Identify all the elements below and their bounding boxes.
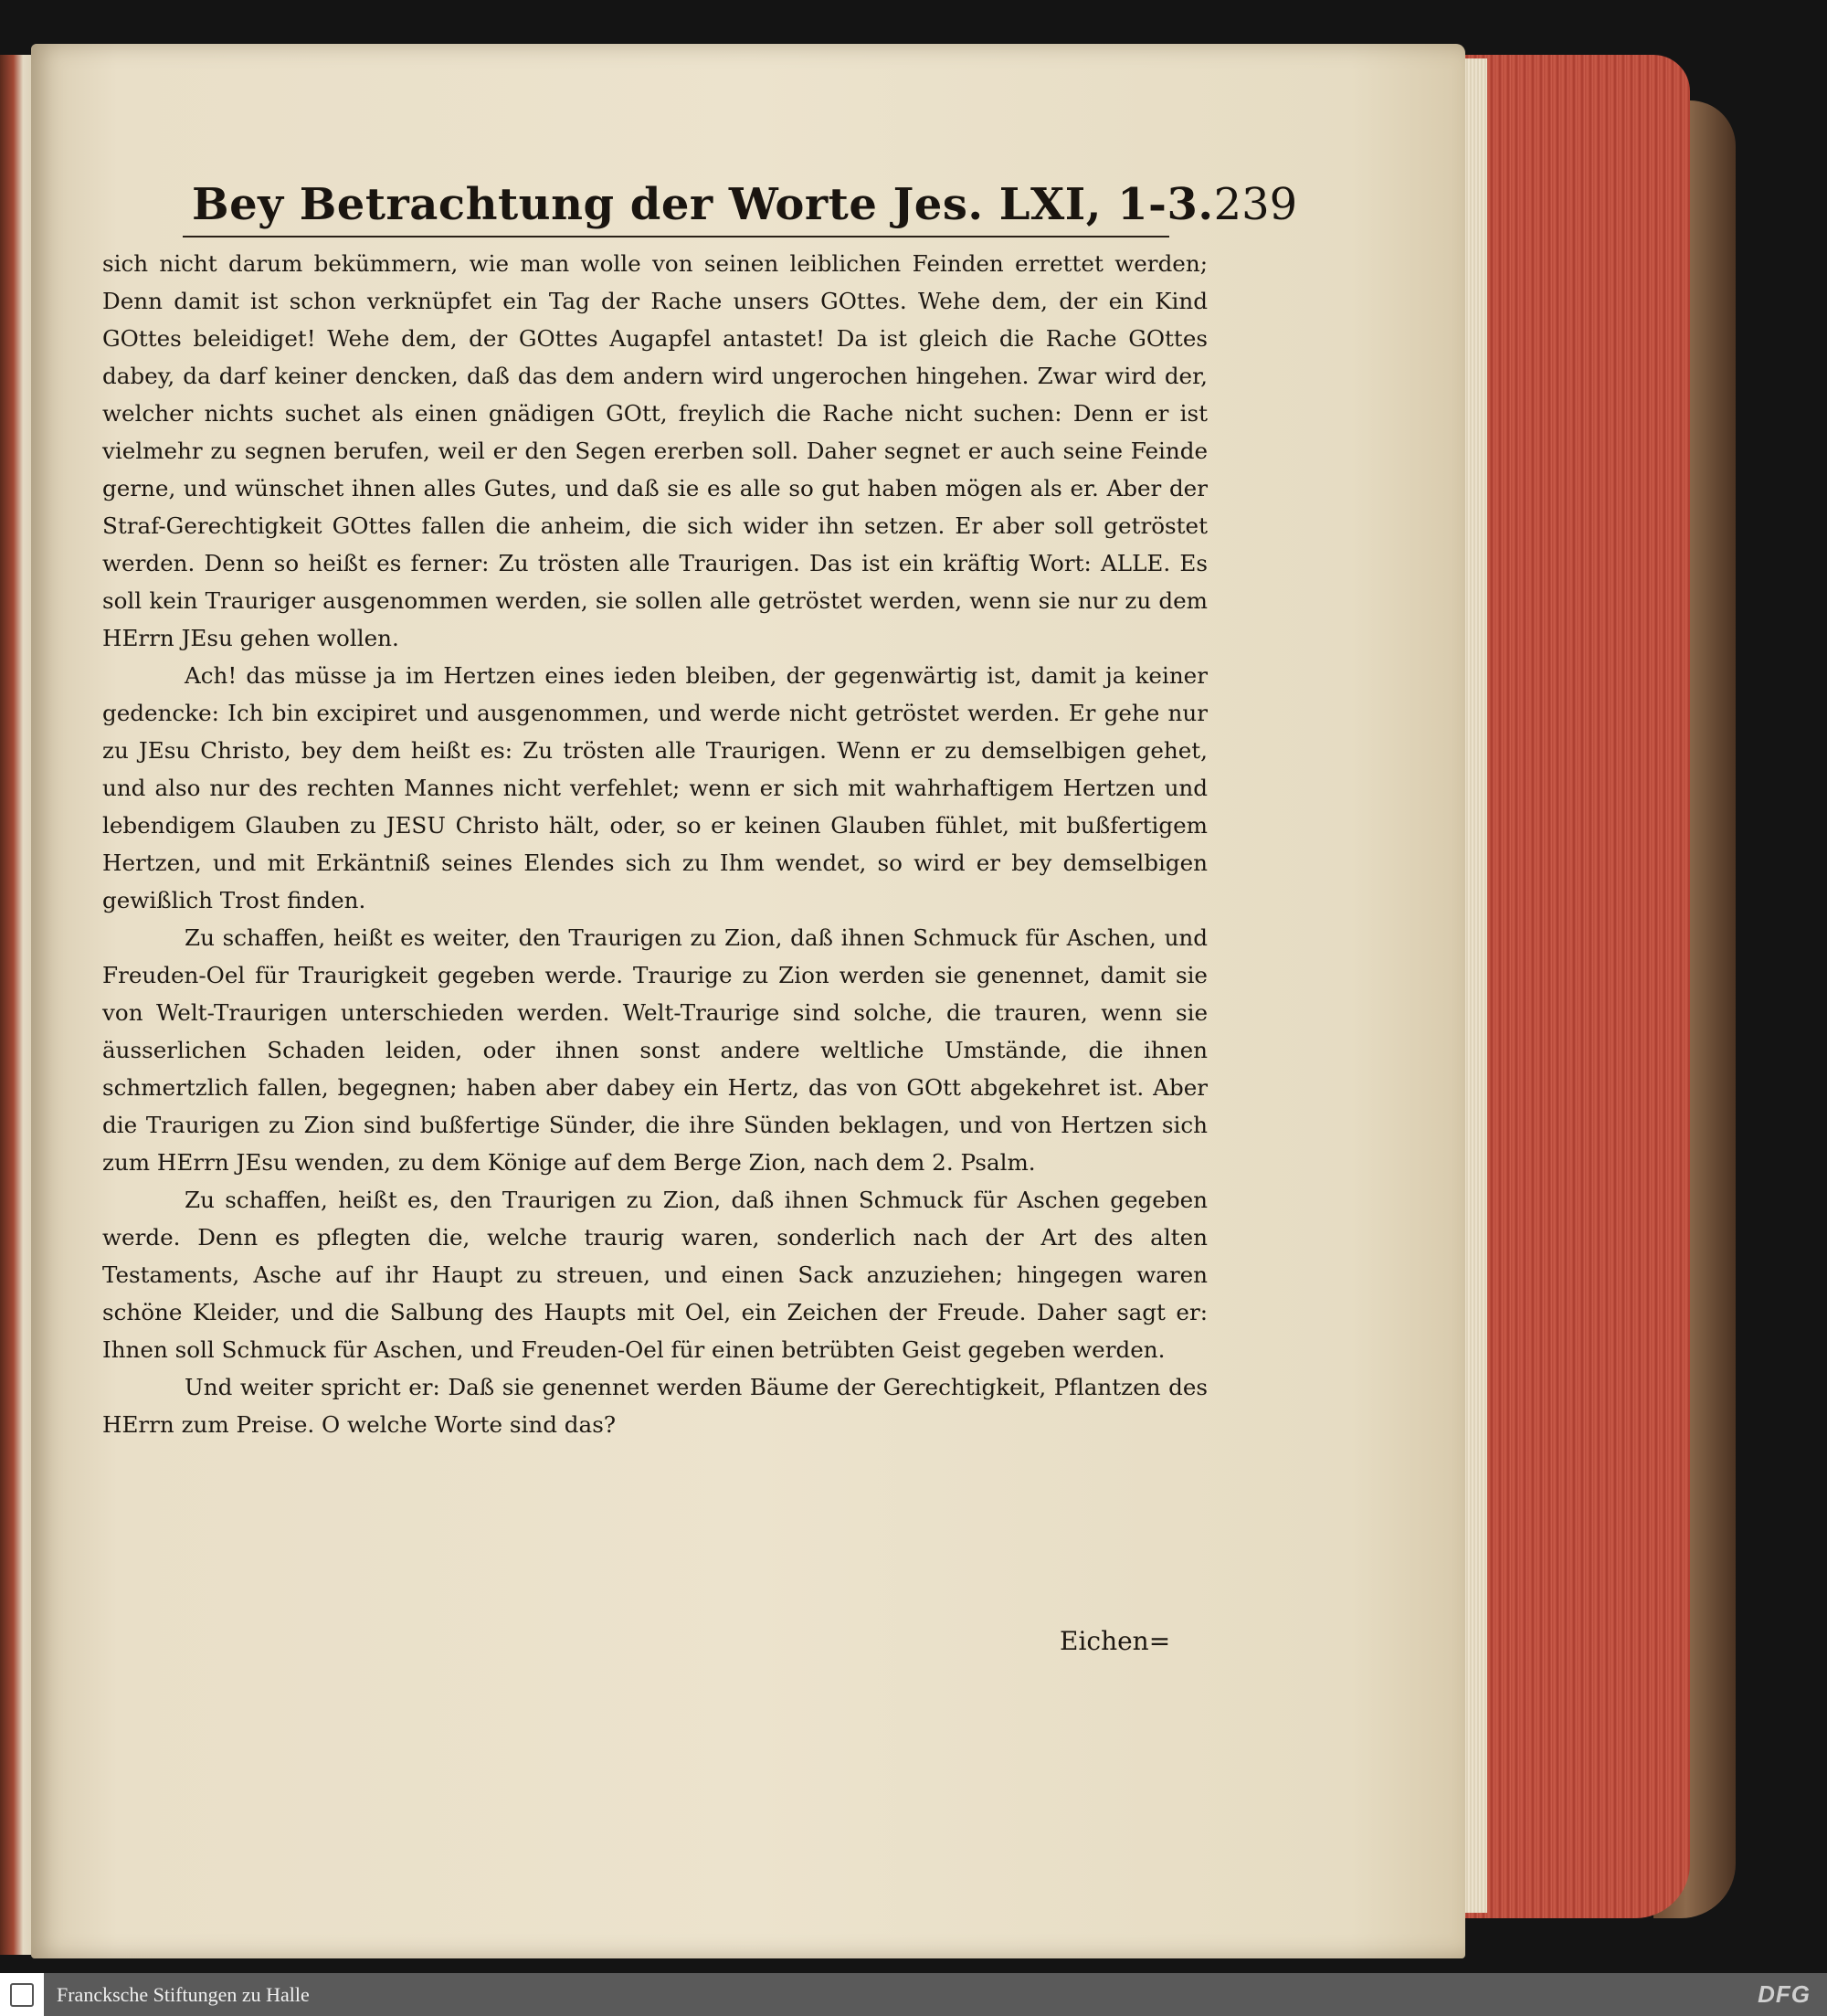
running-title: Bey Betrachtung der Worte Jes. LXI, 1-3. [192, 179, 1214, 230]
page-number: 239 [1213, 179, 1298, 230]
institution-logo-icon [10, 1983, 34, 2007]
viewer-footer [0, 1973, 1827, 2016]
catchword: Eichen= [1060, 1626, 1171, 1656]
paragraph: Ach! das müsse ja im Hertzen eines ieden bleiben, der gegenwärtig ist, damit ja keiner gedencke: Ich bin excipiret und ausgenommen, und werde nicht getröstet werden. Er gehe nur zu JEsu Christo, bey dem heißt es: Zu trösten alle Traurigen. Wenn er zu demselbigen gehet, und also nur des rechten Mannes nicht verfehlet; wenn er sich mit wahrhaftigem Hertzen und lebendigem Glauben zu JESU Christo hält, oder, so er keinen Glauben fühlet, mit bußfertigem Hertzen, und mit Erkäntniß seines Elendes sich zu Ihm wendet, so wird er bey demselbigen gewißlich Trost finden. [102, 662, 1208, 913]
red-page-edges [1462, 55, 1690, 1918]
paragraph: Und weiter spricht er: Daß sie genennet werden Bäume der Gerechtigkeit, Pflantzen des HErrn zum Preise. O welche Worte sind das? [102, 1374, 1208, 1438]
institution-name[interactable]: Francksche Stiftungen zu Halle [57, 1982, 310, 2006]
dfg-logo[interactable]: DFG [1758, 1980, 1811, 2008]
page-body [102, 245, 1208, 1443]
paragraph: sich nicht darum bekümmern, wie man wolle von seinen leiblichen Feinden errettet werden; Denn damit ist schon verknüpfet ein Tag der Rache unsers GOttes. Wehe dem, der ein Kind GOttes beleidiget! Wehe dem, der GOttes Augapfel antastet! Da ist gleich die Rache GOttes dabey, da darf keiner dencken, daß das dem andern wird ungerochen hingehen. Zwar wird der, welcher nichts suchet als einen gnädigen GOtt, freylich die Rache nicht suchen: Denn er ist vielmehr zu segnen berufen, weil er den Segen ererben soll. Daher segnet er auch seine Feinde gerne, und wünschet ihnen alles Gutes, und daß sie es alle so gut haben mögen als er. Aber der Straf-Gerechtigkeit GOttes fallen die anheim, die sich wider ihn setzen. Er aber soll getröstet werden. Denn so heißt es ferner: Zu trösten alle Traurigen. Das ist ein kräftig Wort: ALLE. Es soll kein Trauriger ausgenommen werden, sie sollen alle getröstet werden, wenn sie nur zu dem HErrn JEsu gehen wollen. [102, 250, 1208, 651]
paragraph: Zu schaffen, heißt es weiter, den Traurigen zu Zion, daß ihnen Schmuck für Aschen, und Freuden-Oel für Traurigkeit gegeben werde. Traurige zu Zion werden sie genennet, damit sie von Welt-Traurigen unterschieden werden. Welt-Traurige sind solche, die trauren, wenn sie äusserlichen Schaden leiden, oder ihnen sonst andere weltliche Umstände, die ihnen schmertzlich fallen, begegnen; haben aber dabey ein Hertz, das von GOtt abgekehret ist. Aber die Traurigen zu Zion sind bußfertige Sünder, die ihre Sünden beklagen, und von Hertzen sich zum HErrn JEsu wenden, zu dem Könige auf dem Berge Zion, nach dem 2. Psalm. [102, 924, 1208, 1176]
header-rule [183, 236, 1169, 237]
page-header [192, 179, 1298, 243]
institution-logo[interactable] [0, 1973, 44, 2016]
paragraph: Zu schaffen, heißt es, den Traurigen zu Zion, daß ihnen Schmuck für Aschen gegeben werde. Denn es pflegten die, welche traurig waren, sonderlich nach der Art des alten Testaments, Asche auf ihr Haupt zu streuen, und einen Sack anzuziehen; hingegen waren schöne Kleider, und die Salbung des Haupts mit Oel, ein Zeichen der Freude. Daher sagt er: Ihnen soll Schmuck für Aschen, und Freuden-Oel für einen betrübten Geist gegeben werden. [102, 1187, 1208, 1363]
